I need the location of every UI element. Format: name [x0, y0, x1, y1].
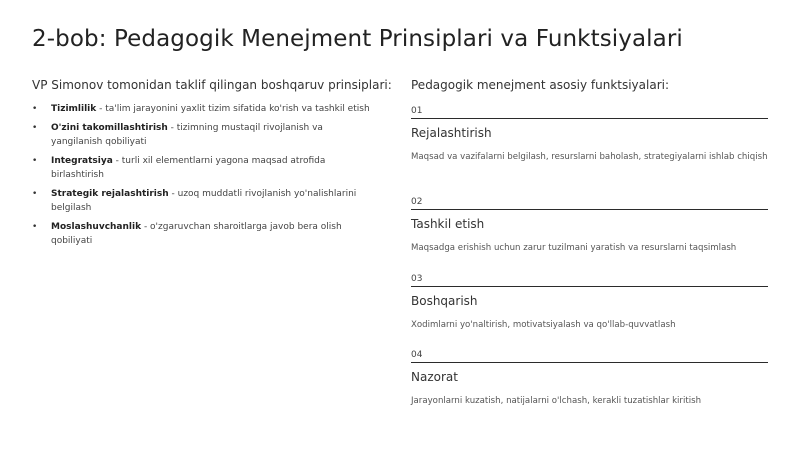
function-number: 03	[411, 274, 768, 287]
function-name: Tashkil etish	[411, 217, 485, 231]
list-item	[32, 220, 377, 248]
list-item	[32, 154, 377, 182]
function-block-control	[411, 350, 768, 407]
bullet-icon: •	[32, 189, 38, 199]
function-desc: Maqsad va vazifalarni belgilash, resurslarni baholash, strategiyalarni ishlab chiqish	[411, 152, 768, 162]
principle-term: O'zini takomillashtirish	[51, 123, 168, 133]
principle-desc: - turli xil elementlarni yagona maqsad atrofida birlashtirish	[51, 156, 326, 180]
principles-list	[32, 102, 377, 253]
principle-term: Moslashuvchanlik	[51, 222, 142, 232]
function-block-organizing	[411, 197, 768, 254]
principle-term: Tizimlilik	[51, 104, 97, 114]
bullet-icon: •	[32, 156, 38, 166]
function-block-planning	[411, 106, 768, 163]
function-name: Boshqarish	[411, 294, 478, 308]
function-desc: Xodimlarni yo'naltirish, motivatsiyalash va qo'llab-quvvatlash	[411, 320, 676, 330]
list-item	[32, 102, 377, 116]
function-name: Nazorat	[411, 370, 458, 384]
function-desc: Maqsadga erishish uchun zarur tuzilmani yaratish va resurslarni taqsimlash	[411, 243, 737, 253]
function-number: 01	[411, 106, 768, 119]
principle-desc: - uzoq muddatli rivojlanish yo'nalishlarini belgilash	[51, 189, 357, 213]
principle-term: Integratsiya	[51, 156, 113, 166]
bullet-icon: •	[32, 222, 38, 232]
principles-heading: VP Simonov tomonidan taklif qilingan boshqaruv prinsiplari:	[32, 78, 392, 92]
principle-desc: - tizimning mustaqil rivojlanish va yangilanish qobiliyati	[51, 123, 323, 147]
principle-term: Strategik rejalashtirish	[51, 189, 169, 199]
principle-desc: - ta'lim jarayonini yaxlit tizim sifatida ko'rish va tashkil etish	[96, 104, 370, 114]
function-name: Rejalashtirish	[411, 126, 492, 140]
functions-heading: Pedagogik menejment asosiy funktsiyalari:	[411, 78, 670, 92]
function-number: 04	[411, 350, 768, 363]
list-item	[32, 121, 377, 149]
function-block-leading	[411, 274, 768, 331]
function-number: 02	[411, 197, 768, 210]
page-title: 2-bob: Pedagogik Menejment Prinsiplari va Funktsiyalari	[32, 26, 683, 52]
principle-desc: - o'zgaruvchan sharoitlarga javob bera olish qobiliyati	[51, 222, 342, 246]
function-desc: Jarayonlarni kuzatish, natijalarni o'lchash, kerakli tuzatishlar kiritish	[411, 396, 702, 406]
list-item	[32, 187, 377, 215]
bullet-icon: •	[32, 104, 38, 114]
bullet-icon: •	[32, 123, 38, 133]
